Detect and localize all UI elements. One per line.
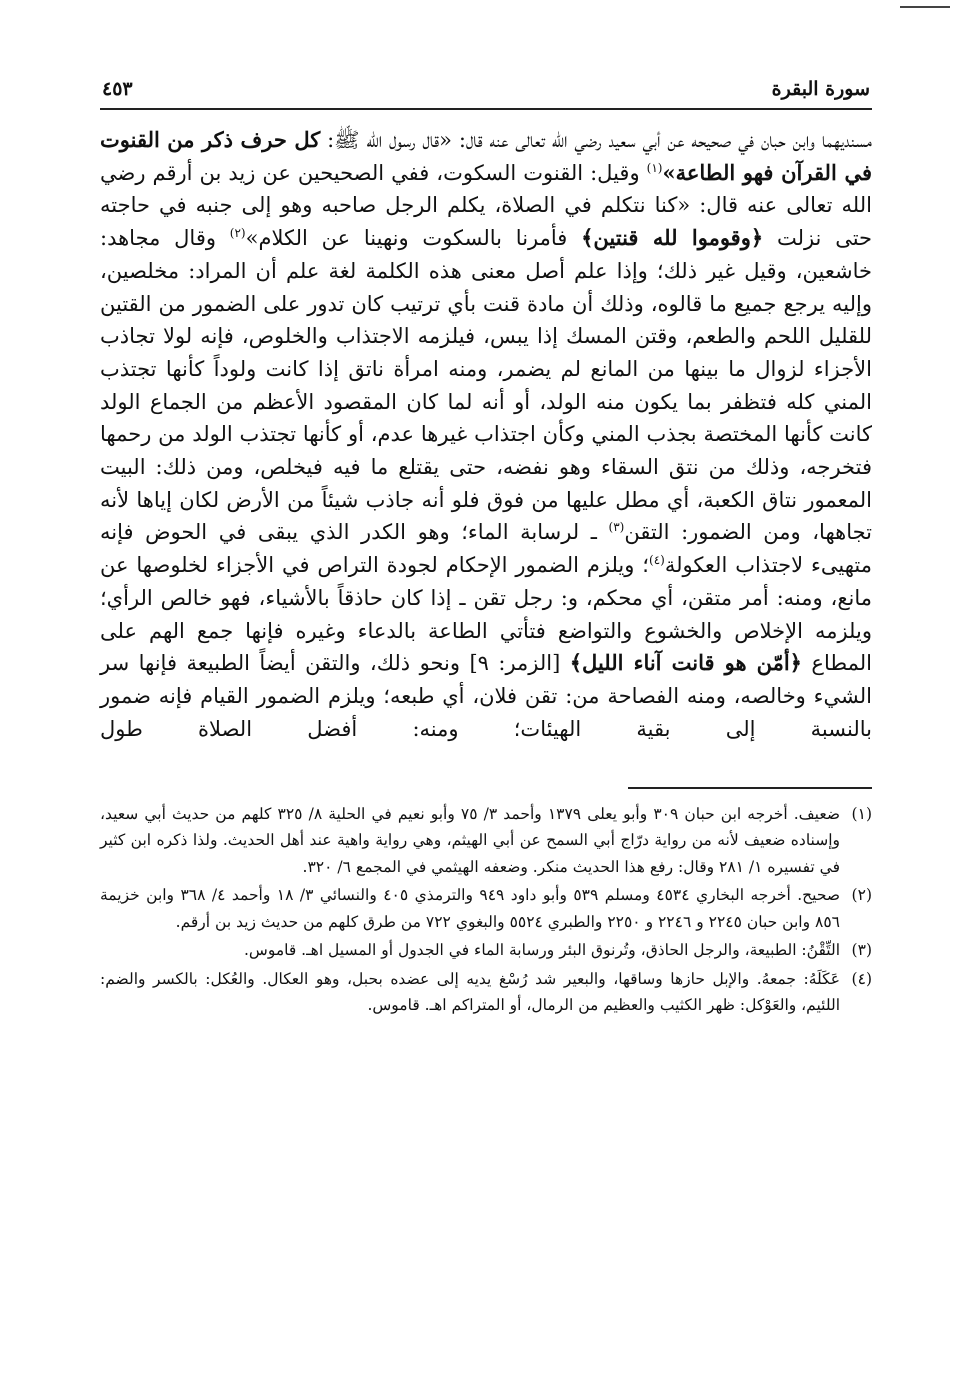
text-run: مسنديهما وابن حبان في صحيحه عن أبي سعيد رضي الله تعالى عنه قال: «قال رسول الله ﷺ:: [320, 128, 872, 152]
footnote-text: ضعيف. أخرجه ابن حبان ٣٠٩ وأبو يعلى ١٣٧٩ وأحمد ٣/ ٧٥ وأبو نعيم في الحلية ٨/ ٣٢٥ كلهم من حديث أبي سعيد، وإسناده ضعيف لأنه من رواية درّاج أبي السمح عن أبي الهيثم، وهي رواية واهية عند أهل الحديث. ولذا ذكره ابن كثير في تفسيره ١/ ٢٨١ وقال: رفع هذا الحديث منكر. وضعفه الهيثمي في المجمع ٦/ ٣٢٠.: [100, 804, 840, 876]
footnote-4: [100, 966, 872, 1019]
footnote-ref-1[interactable]: (١): [646, 160, 663, 175]
hadith-quote: كل حرف ذكر من القنوت في القرآن فهو الطاعة»: [100, 127, 872, 185]
footnote-marker: (٢): [851, 886, 872, 905]
quran-quote: ﴿أمّن هو قانت آناء الليل﴾: [569, 650, 802, 676]
footnote-text: عَكَلَهُ: جمعهُ. والإبل حازها وساقها، والبعير شد رُسْغ يديه إلى عضده بحبل، وهو العكال. والعُكل: بالكسر والضم: اللئيم، والعَوْكل: ظهر الكثيب والعظيم من الرمال، أو المتراكم اهـ. قاموس.: [100, 969, 840, 1015]
text-run: وقيل: القنوت السكوت، ففي الصحيحين عن زيد بن أرقم رضي الله تعالى عنه قال: «كنا نتكلم في الصلاة، يكلم الرجل صاحبه وهو إلى جنبه في حاجته حتى نزلت: [100, 160, 873, 251]
text-run: ـ لرسابة الماء؛ وهو الكدر الذي يبقى في الحوض فإنه متهيىء لاجتذاب العكولة: [100, 520, 872, 578]
page: [100, 74, 872, 1019]
footnote-text: صحيح. أخرجه البخاري ٤٥٣٤ ومسلم ٥٣٩ وأبو داود ٩٤٩ والترمذي ٤٠٥ والنسائي ٣/ ١٨ وأحمد ٤/ ٣٦٨ وابن خزيمة ٨٥٦ وابن حبان ٢٢٤٥ و ٢٢٤٦ و ٢٢٥٠ والطبري ٥٥٢٤ والبغوي ٧٢٢ من طرق كلهم من حديث زيد بن أرقم.: [100, 886, 841, 931]
page-number: ٤٥٣: [102, 78, 133, 100]
footnote-marker: (١): [851, 804, 872, 823]
top-corner-rule: [900, 6, 950, 8]
running-header: [100, 74, 872, 110]
footnotes: [100, 801, 872, 1019]
footnote-marker: (٣): [851, 941, 872, 960]
footnote-ref-4[interactable]: (٤): [649, 553, 665, 568]
text-run: فأمرنا بالسكوت ونهينا عن الكلام»: [245, 226, 582, 251]
footnote-2: [100, 882, 872, 935]
text-run: ؛ ويلزم الضمور الإحكام لجودة التراص في الأجزاء لخلوصها عن مانع، ومنه: أمر متقن، أي محكم، و: رجل تقن ـ إذا كان حاذقاً بالأشياء، فهو خالص الرأي؛ ويلزمه الإخلاص والخشوع والتواضع فتأتي الطاعة بالدعاء وغيره فإنها جمع الهم على المطاع: [100, 553, 872, 676]
text-run: [الزمر: ٩] ونحو ذلك، والتقن أيضاً الطبيعة فإنها سر الشيء وخالصه، ومنه الفصاحة من: تقن فلان، أي طبعه؛ ويلزم الضمور القيام فإنه ضمور بالنسبة إلى بقية الهيئات؛ ومنه: أفضل الصلاة طول: [100, 651, 872, 741]
text-run: وقال مجاهد: خاشعين، وقيل غير ذلك؛ وإذا علم أصل معنى هذه الكلمة لغة علم أن المراد: مخلصين، وإليه يرجع جميع ما قالوه، وذلك أن مادة قنت بأي ترتيب كان تدور على الضمور من القتين للقليل اللحم والطعم، وقتن المسك إذا يبس، فيلزمه الاجتذاب والخلوص، فإنه لولا تجاذب الأجزاء لزوال ما بينها من المانع لم يضمر، ومنه امرأة ناتق إذا كانت ولوداً كأنها تجتذب المني كله فتظفر بما يكون منه الولد، أو أنه لما كان المقصود الأعظم من الجماع الولد كانت كأنها المختصة بجذب المني وكأن اجتذاب غيرها عدم، أو كأنها تجتذب الولد من رحمها فتخرجه، وذلك من نتق السقاء وهو نفضه، حتى يقتلع ما فيه فيخلص، ومن ذلك: البيت المعمور نتاق الكعبة، أي مطل عليها من فوق فلو أنه جاذب شيئاً من الأرض لكان إياها لأنه تجاهها، ومن الضمور: التقن: [100, 226, 872, 545]
footnote-3: [100, 937, 872, 964]
surah-title: سورة البقرة: [771, 78, 870, 100]
footnote-ref-3[interactable]: (٣): [608, 520, 625, 535]
footnote-marker: (٤): [851, 969, 872, 988]
footnote-1: [100, 801, 872, 881]
footnote-separator: [628, 787, 872, 789]
main-text: [100, 124, 872, 745]
footnote-ref-2[interactable]: (٢): [229, 226, 246, 241]
quran-quote: ﴿وقوموا لله قنتين﴾: [581, 225, 764, 251]
footnote-text: التِّقْنُ: الطبيعة، والرجل الحاذق، وتُرنوق البئر ورسابة الماء في الجدول أو المسيل اهـ. قاموس.: [243, 941, 840, 960]
